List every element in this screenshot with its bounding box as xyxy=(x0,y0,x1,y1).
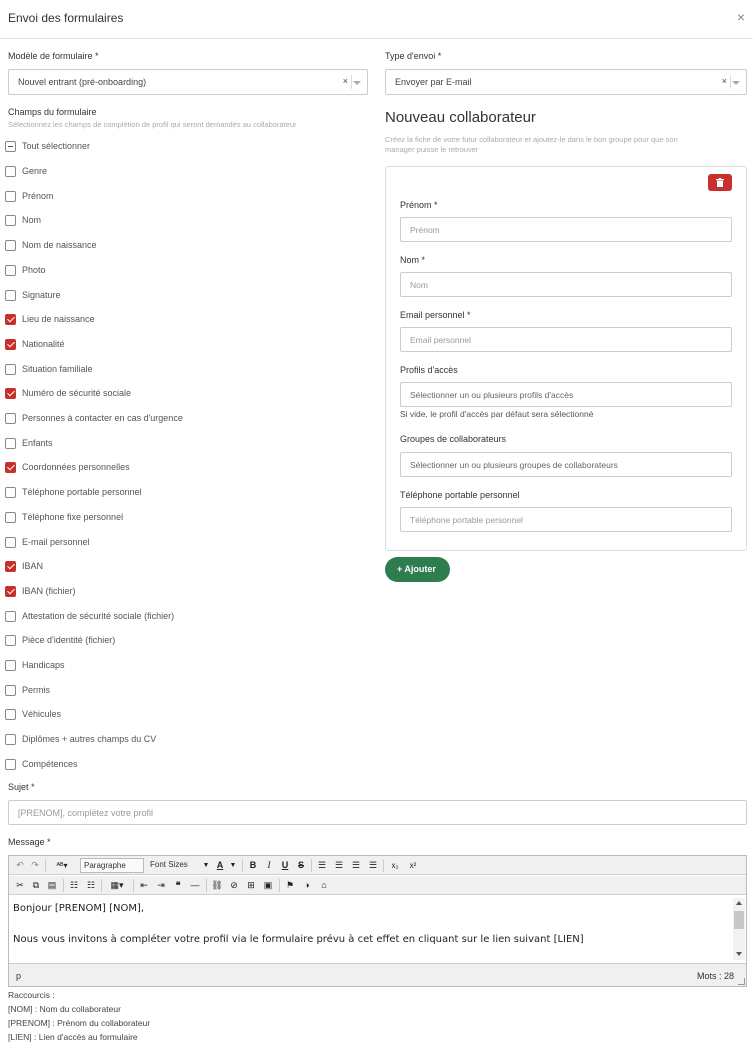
firstname-label: Prénom * xyxy=(400,200,438,210)
field-checkbox-label: Attestation de sécurité sociale (fichier) xyxy=(22,610,175,621)
scroll-up-icon[interactable] xyxy=(736,901,742,905)
table-icon[interactable]: ▦▾ xyxy=(110,880,124,890)
chevron-down-icon[interactable] xyxy=(353,81,361,85)
paste-icon[interactable]: ▤ xyxy=(47,880,57,890)
bullet-list-icon[interactable]: ☷ xyxy=(69,880,79,890)
send-type-value: Envoyer par E-mail xyxy=(395,77,472,87)
anchor-flag-icon[interactable]: ⚑ xyxy=(285,880,295,890)
field-checkbox[interactable] xyxy=(5,512,16,523)
clear-icon[interactable]: × xyxy=(342,76,348,86)
trash-icon xyxy=(716,178,724,187)
field-checkbox-label: IBAN xyxy=(22,561,44,572)
collaborator-card xyxy=(385,166,747,551)
indent-icon[interactable]: ⇥ xyxy=(157,880,165,890)
font-sizes-select[interactable]: Font Sizes xyxy=(150,860,188,869)
groups-placeholder: Sélectionner un ou plusieurs groupes de collaborateurs xyxy=(410,460,618,470)
field-checkbox[interactable] xyxy=(5,586,16,597)
link-icon[interactable]: ⛓ xyxy=(211,880,223,890)
insert-icon[interactable]: ⊞ xyxy=(247,880,255,890)
subject-input[interactable] xyxy=(8,800,747,825)
select-all-label: Tout sélectionner xyxy=(22,141,91,151)
select-separator xyxy=(351,75,352,89)
field-checkbox[interactable] xyxy=(5,314,16,325)
field-checkbox[interactable] xyxy=(5,537,16,548)
field-checkbox[interactable] xyxy=(5,413,16,424)
toolbar-separator xyxy=(133,879,134,892)
email-placeholder: Email personnel xyxy=(410,335,471,345)
field-checkbox-label: Situation familiale xyxy=(22,363,93,374)
field-checkbox[interactable] xyxy=(5,364,16,375)
undo-icon[interactable]: ↶ xyxy=(16,860,24,870)
numbered-list-icon[interactable]: ☷ xyxy=(86,880,96,890)
field-checkbox-label: Photo xyxy=(22,264,46,275)
field-checkbox-label: Prénom xyxy=(22,190,54,201)
field-checkbox[interactable] xyxy=(5,561,16,572)
mobile-label: Téléphone portable personnel xyxy=(400,490,520,500)
bold-button[interactable]: B xyxy=(249,860,257,870)
send-type-label: Type d'envoi * xyxy=(385,51,442,61)
chevron-down-icon[interactable] xyxy=(732,81,740,85)
profiles-help: Si vide, le profil d'accès par défaut sera sélectionné xyxy=(400,409,594,419)
lastname-placeholder: Nom xyxy=(410,280,428,290)
field-checkbox[interactable] xyxy=(5,215,16,226)
editor-toolbar-row-2 xyxy=(9,876,746,895)
copy-icon[interactable]: ⧉ xyxy=(32,880,40,890)
email-label: Email personnel * xyxy=(400,310,471,320)
chevron-down-icon[interactable]: ▼ xyxy=(229,862,237,869)
template-value: Nouvel entrant (pré-onboarding) xyxy=(18,77,147,87)
field-checkbox[interactable] xyxy=(5,759,16,770)
field-checkbox-label: Permis xyxy=(22,684,51,695)
field-checkbox[interactable] xyxy=(5,635,16,646)
word-count: Mots : 28 xyxy=(696,971,734,981)
modal-header xyxy=(0,0,753,39)
clear-icon[interactable]: × xyxy=(721,76,727,86)
field-checkbox-label: Nationalité xyxy=(22,338,65,349)
template-select[interactable] xyxy=(8,69,368,95)
toolbar-separator xyxy=(101,879,102,892)
shortcuts-title: Raccourcis : xyxy=(8,990,55,1000)
new-collaborator-hint-line1: Créez la fiche de votre futur collaborateur et ajoutez-le dans le bon groupe pour que son xyxy=(385,135,678,144)
toolbar-separator xyxy=(279,879,280,892)
strikethrough-button[interactable]: S xyxy=(297,860,304,870)
field-checkbox-label: Handicaps xyxy=(22,660,65,670)
field-checkbox-label: IBAN (fichier) xyxy=(22,585,76,596)
lastname-label: Nom * xyxy=(400,255,426,265)
scroll-thumb[interactable] xyxy=(734,911,744,929)
profiles-select[interactable] xyxy=(400,382,732,407)
field-checkbox-label: Nom de naissance xyxy=(22,240,97,251)
close-icon[interactable]: × xyxy=(736,9,745,25)
profiles-label: Profils d'accès xyxy=(400,365,458,375)
toolbar-separator xyxy=(383,859,384,872)
shortcut-item: [LIEN] : Lien d'accès au formulaire xyxy=(8,1032,138,1042)
field-checkbox[interactable] xyxy=(5,388,16,399)
horizontal-rule-icon[interactable]: — xyxy=(190,880,200,890)
delete-button[interactable] xyxy=(708,174,732,191)
spellcheck-icon[interactable]: ᴬᴮ▾ xyxy=(56,861,68,870)
field-checkbox[interactable] xyxy=(5,265,16,276)
align-left-icon[interactable]: ☰ xyxy=(317,860,327,870)
send-type-select[interactable] xyxy=(385,69,747,95)
field-checkbox[interactable] xyxy=(5,290,16,301)
field-checkbox-label: Numéro de sécurité sociale xyxy=(22,388,132,399)
toolbar-separator xyxy=(63,879,64,892)
scroll-down-icon[interactable] xyxy=(736,952,742,956)
field-checkbox[interactable] xyxy=(5,438,16,449)
field-checkbox-label: Genre xyxy=(22,166,48,176)
select-separator xyxy=(730,75,731,89)
italic-button[interactable]: I xyxy=(267,860,271,870)
image-icon[interactable]: ▣ xyxy=(263,880,273,890)
add-collaborator-button[interactable] xyxy=(385,557,450,582)
fields-section-hint: Sélectionnez les champs de complétion de profil qui seront demandés au collaborateur xyxy=(8,120,297,129)
subscript-icon[interactable]: x₂ xyxy=(391,861,399,870)
template-label: Modèle de formulaire * xyxy=(8,51,99,61)
resize-handle[interactable] xyxy=(738,978,745,985)
mobile-input[interactable] xyxy=(400,507,732,532)
superscript-icon[interactable]: x² xyxy=(409,861,417,870)
message-line-1: Bonjour [PRENOM] [NOM], xyxy=(13,903,145,914)
select-all-checkbox[interactable] xyxy=(5,141,16,152)
cut-icon[interactable]: ✂ xyxy=(16,880,24,890)
font-color-icon[interactable]: A xyxy=(216,860,224,870)
new-collaborator-title: Nouveau collaborateur xyxy=(385,109,536,126)
toolbar-separator xyxy=(206,879,207,892)
toolbar-separator xyxy=(311,859,312,872)
underline-button[interactable]: U xyxy=(281,860,289,870)
field-checkbox-label: Lieu de naissance xyxy=(22,314,95,325)
field-checkbox[interactable] xyxy=(5,462,16,473)
align-center-icon[interactable]: ☰ xyxy=(334,860,344,870)
chevron-down-icon[interactable]: ▼ xyxy=(202,862,210,869)
shortcut-item: [NOM] : Nom du collaborateur xyxy=(8,1004,121,1014)
field-checkbox-label: Signature xyxy=(22,289,61,300)
new-collaborator-hint-line2: manager puisse le retrouver xyxy=(385,145,479,154)
field-checkbox-label: Diplômes + autres champs du CV xyxy=(22,734,157,745)
field-checkbox[interactable] xyxy=(5,709,16,720)
unlink-icon[interactable]: ⊘ xyxy=(230,880,238,890)
field-checkbox[interactable] xyxy=(5,191,16,202)
field-checkbox-label: Coordonnées personnelles xyxy=(22,462,130,473)
field-checkbox-label: Enfants xyxy=(22,437,53,448)
mobile-placeholder: Téléphone portable personnel xyxy=(410,515,523,525)
add-button-label: + Ajouter xyxy=(397,564,436,574)
message-line-2: Nous vous invitons à compléter votre profil via le formulaire prévu à cet effet en cliquant sur le lien suivant [LIEN] xyxy=(13,934,584,945)
shortcut-item: [PRENOM] : Prénom du collaborateur xyxy=(8,1018,151,1028)
redo-icon[interactable]: ↷ xyxy=(31,860,39,870)
field-checkbox[interactable] xyxy=(5,339,16,350)
message-label: Message * xyxy=(8,837,51,847)
field-checkbox[interactable] xyxy=(5,166,16,177)
toolbar-separator xyxy=(45,859,46,872)
element-path[interactable]: p xyxy=(16,971,22,981)
field-checkbox-label: Téléphone fixe personnel xyxy=(22,511,124,522)
field-checkbox-label: Compétences xyxy=(22,758,78,769)
field-checkbox[interactable] xyxy=(5,734,16,745)
field-checkbox[interactable] xyxy=(5,611,16,622)
toolbar-separator xyxy=(242,859,243,872)
field-checkbox-label: Nom xyxy=(22,215,42,226)
field-checkbox[interactable] xyxy=(5,660,16,671)
field-checkbox[interactable] xyxy=(5,487,16,498)
modal-title: Envoi des formulaires xyxy=(8,11,124,25)
field-checkbox-label: Personnes à contacter en cas d'urgence xyxy=(22,413,183,423)
align-right-icon[interactable]: ☰ xyxy=(351,860,361,870)
editor-content[interactable] xyxy=(9,896,746,963)
email-input[interactable] xyxy=(400,327,732,352)
profiles-placeholder: Sélectionner un ou plusieurs profils d'accès xyxy=(410,390,574,400)
source-code-icon[interactable]: ⌂ xyxy=(321,880,327,890)
field-checkbox-label: Pièce d'identité (fichier) xyxy=(22,635,116,646)
fields-section-title: Champs du formulaire xyxy=(8,107,97,117)
subject-label: Sujet * xyxy=(8,782,35,792)
groups-label: Groupes de collaborateurs xyxy=(400,434,507,444)
outdent-icon[interactable]: ⇤ xyxy=(140,880,148,890)
editor-statusbar xyxy=(9,963,746,986)
groups-select[interactable] xyxy=(400,452,732,477)
firstname-placeholder: Prénom xyxy=(410,225,440,235)
editor-scrollbar[interactable] xyxy=(733,898,745,960)
field-checkbox[interactable] xyxy=(5,240,16,251)
subject-placeholder: [PRENOM], complétez votre profil xyxy=(18,808,154,818)
paragraph-format-select[interactable]: Paragraphe xyxy=(80,858,144,873)
align-justify-icon[interactable]: ☰ xyxy=(368,860,378,870)
field-checkbox-label: Véhicules xyxy=(22,709,62,720)
message-editor[interactable] xyxy=(8,855,747,987)
editor-toolbar-row-1 xyxy=(9,856,746,875)
blockquote-icon[interactable]: ❝ xyxy=(175,880,181,890)
firstname-input[interactable] xyxy=(400,217,732,242)
preview-icon[interactable]: ◑ xyxy=(304,880,310,890)
field-checkbox[interactable] xyxy=(5,685,16,696)
field-checkbox-label: Téléphone portable personnel xyxy=(22,487,142,498)
lastname-input[interactable] xyxy=(400,272,732,297)
field-checkbox-label: E-mail personnel xyxy=(22,536,90,547)
